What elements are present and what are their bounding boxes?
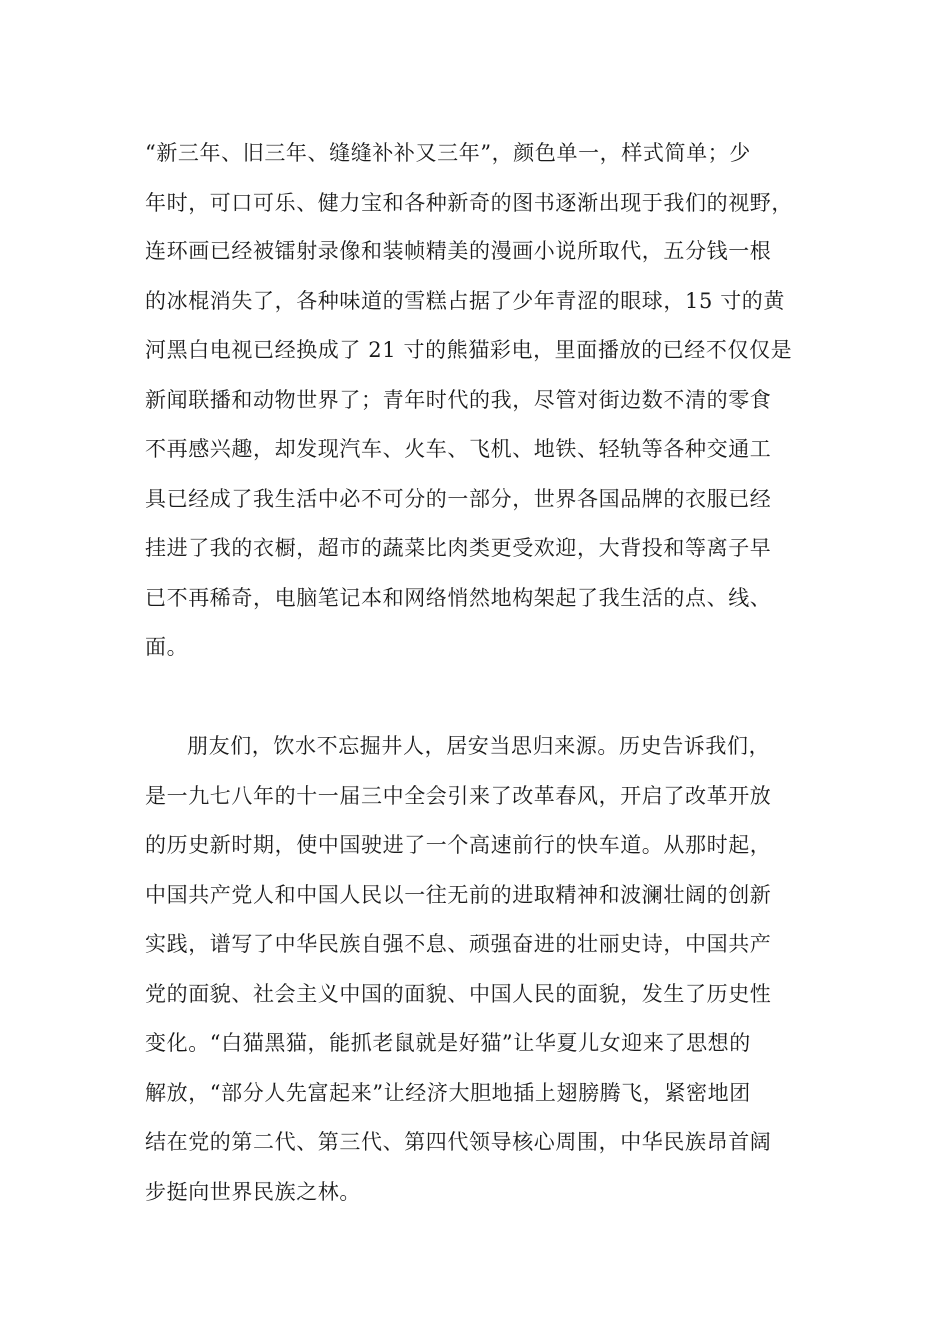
text-line: 结在党的第二代、第三代、第四代领导核心周围，中华民族昂首阔 — [145, 1130, 772, 1154]
text-line: 是一九七八年的十一届三中全会引来了改革春风，开启了改革开放 — [145, 784, 772, 808]
text-line: 年时，可口可乐、健力宝和各种新奇的图书逐渐出现于我们的视野， — [145, 191, 793, 215]
text-line: 面。 — [145, 635, 189, 659]
text-line: 具已经成了我生活中必不可分的一部分，世界各国品牌的衣服已经 — [145, 487, 772, 511]
text-line: 中国共产党人和中国人民以一往无前的进取精神和波澜壮阔的创新 — [145, 883, 772, 907]
text-line: 党的面貌、社会主义中国的面貌、中国人民的面貌，发生了历史性 — [145, 982, 772, 1006]
text-line: 的冰棍消失了，各种味道的雪糕占据了少年青涩的眼球，15 寸的黄 — [145, 289, 785, 313]
text-line: 解放，“部分人先富起来”让经济大胆地插上翅膀腾飞，紧密地团 — [145, 1081, 751, 1105]
text-line: 新闻联播和动物世界了；青年时代的我，尽管对街边数不清的零食 — [145, 388, 772, 412]
text-line: 步挺向世界民族之林。 — [145, 1180, 361, 1204]
text-line: 不再感兴趣，却发现汽车、火车、飞机、地铁、轻轨等各种交通工 — [145, 437, 772, 461]
text-line: 变化。“白猫黑猫，能抓老鼠就是好猫”让华夏儿女迎来了思想的 — [145, 1031, 751, 1055]
text-line: 挂进了我的衣橱，超市的蔬菜比肉类更受欢迎，大背投和等离子早 — [145, 536, 772, 560]
text-line: 实践，谱写了中华民族自强不息、顽强奋进的壮丽史诗，中国共产 — [145, 932, 772, 956]
text-line: 的历史新时期，使中国驶进了一个高速前行的快车道。从那时起， — [145, 833, 772, 857]
text-line: 已不再稀奇，电脑笔记本和网络悄然地构架起了我生活的点、线、 — [145, 586, 772, 610]
text-line: “新三年、旧三年、缝缝补补又三年”，颜色单一，样式简单；少 — [145, 141, 751, 165]
text-line: 连环画已经被镭射录像和装帧精美的漫画小说所取代，五分钱一根 — [145, 239, 772, 263]
text-line: 朋友们，饮水不忘掘井人，居安当思归来源。历史告诉我们， — [187, 734, 771, 758]
text-line: 河黑白电视已经换成了 21 寸的熊猫彩电，里面播放的已经不仅仅是 — [145, 338, 793, 362]
